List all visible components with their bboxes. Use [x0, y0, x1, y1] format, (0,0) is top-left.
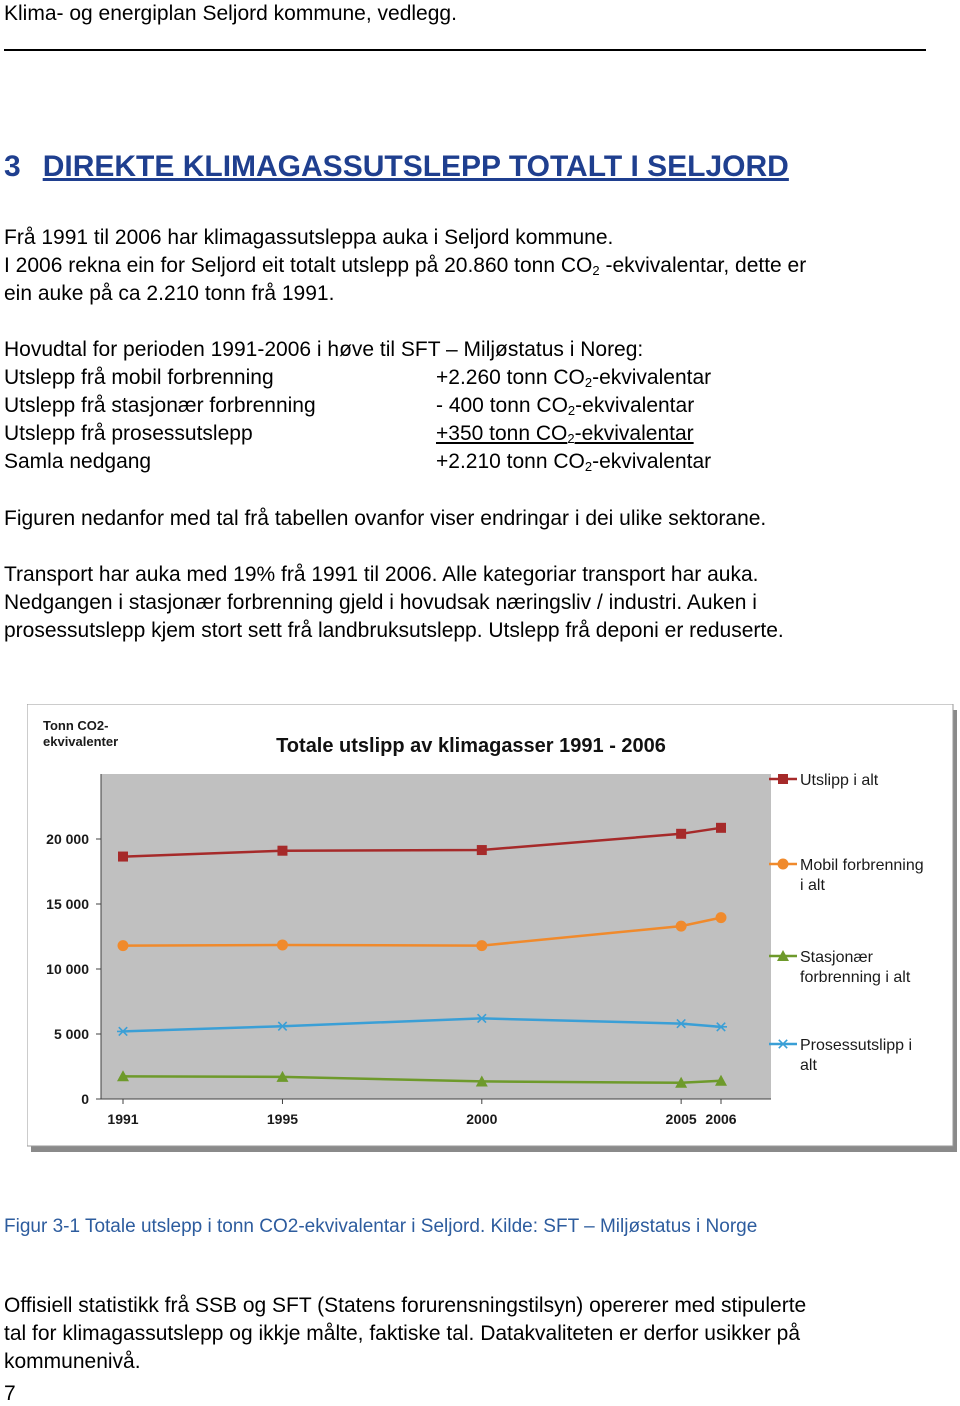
key-figure-label: Samla nedgang: [4, 450, 152, 473]
legend-label: Stasjonær: [800, 949, 873, 966]
chart-title: Totale utslipp av klimagasser 1991 - 2006: [276, 735, 666, 757]
header-rule: [4, 49, 926, 51]
document-header-title: Klima- og energiplan Seljord kommune, vedlegg.: [4, 2, 457, 25]
data-point: [477, 845, 487, 855]
key-figure-label: Utslepp frå prosessutslepp: [4, 422, 253, 445]
key-figure-row: [4, 448, 934, 476]
data-point: [277, 939, 288, 950]
intro-line-2-text-a: I 2006 rekna ein for Seljord eit totalt utslepp på 20.860 tonn CO: [4, 254, 593, 277]
page-number: 7: [4, 1382, 16, 1405]
key-figure-value: +350 tonn $CO_2$-ekvivalentar: [436, 422, 694, 446]
x-tick-label: 1995: [266, 1111, 299, 1127]
y-tick-label: 0: [81, 1091, 89, 1107]
data-point: [716, 823, 726, 833]
x-tick-label: 2005: [665, 1111, 697, 1127]
data-point: [118, 940, 129, 951]
intro-line-2: [4, 252, 806, 280]
closing-line-3: kommunenivå.: [4, 1350, 141, 1373]
intro-line-3: ein auke på ca 2.210 tonn frå 1991.: [4, 282, 335, 305]
data-point: [277, 846, 287, 856]
closing-line-2: tal for klimagassutslepp og ikkje målte, faktiske tal. Datakvaliteten er derfor usikker på: [4, 1322, 801, 1345]
legend-swatch-marker: [778, 774, 788, 784]
legend-label: i alt: [800, 877, 825, 894]
x-tick-label: 1991: [107, 1111, 139, 1127]
intro-line-2-subscript: 2: [592, 263, 600, 278]
key-figure-label: Utslepp frå stasjonær forbrenning: [4, 394, 316, 417]
legend-label: alt: [800, 1057, 817, 1074]
transport-line-3: prosessutslepp kjem stort sett frå landbruksutslepp. Utslepp frå deponi er reduserte.: [4, 619, 784, 642]
transport-line-2: Nedgangen i stasjonær forbrenning gjeld i hovudsak næringsliv / industri. Auken i: [4, 591, 757, 614]
key-figure-value: +2.260 tonn $CO_2$-ekvivalentar: [436, 366, 712, 390]
emissions-chart: [27, 704, 959, 1154]
y-axis-label-line-2: ekvivalenter: [43, 734, 119, 749]
chart-svg: [27, 704, 959, 1154]
legend-swatch-marker: [778, 859, 789, 870]
key-figure-row: [4, 392, 934, 420]
data-point: [716, 912, 727, 923]
plot-area: [101, 774, 771, 1099]
key-figures-heading: Hovudtal for perioden 1991-2006 i høve til SFT – Miljøstatus i Noreg:: [4, 338, 644, 361]
data-point: [476, 940, 487, 951]
key-figure-value: - 400 tonn $CO_2$-ekvivalentar: [436, 394, 695, 418]
y-tick-label: 5 000: [53, 1026, 89, 1042]
data-point: [676, 921, 687, 932]
key-figure-value: +2.210 tonn $CO_2$-ekvivalentar: [436, 450, 712, 474]
legend-label: forbrenning i alt: [800, 969, 911, 986]
key-figure-label: Utslepp frå mobil forbrenning: [4, 366, 274, 389]
legend-label: Utslipp i alt: [800, 772, 879, 789]
x-tick-label: 2000: [466, 1111, 498, 1127]
data-point: [676, 829, 686, 839]
key-figure-row: [4, 420, 934, 448]
closing-line-1: Offisiell statistikk frå SSB og SFT (Statens forurensningstilsyn) opererer med stipulerte: [4, 1294, 807, 1317]
section-number: 3: [4, 150, 21, 183]
section-heading: [4, 150, 789, 184]
transport-line-1: Transport har auka med 19% frå 1991 til 2006. Alle kategoriar transport har auka.: [4, 563, 759, 586]
legend-label: Prosessutslipp i: [800, 1037, 913, 1054]
y-tick-label: 15 000: [46, 896, 89, 912]
figure-caption: Figur 3-1 Totale utslepp i tonn CO2-ekvivalentar i Seljord. Kilde: SFT – Miljøstatus i Norge: [4, 1216, 758, 1237]
y-tick-label: 10 000: [46, 961, 89, 977]
y-axis-label-line-1: Tonn CO2-: [43, 718, 109, 733]
legend-label: Mobil forbrenning: [800, 857, 924, 874]
section-title: DIREKTE KLIMAGASSUTSLEPP TOTALT I SELJORD: [42, 150, 789, 183]
data-point: [118, 852, 128, 862]
intro-line-1: Frå 1991 til 2006 har klimagassutsleppa auka i Seljord kommune.: [4, 226, 614, 249]
x-tick-label: 2006: [705, 1111, 737, 1127]
y-tick-label: 20 000: [46, 831, 89, 847]
intro-line-2-text-b: -ekvivalentar, dette er: [599, 254, 807, 277]
figure-intro-text: Figuren nedanfor med tal frå tabellen ovanfor viser endringar i dei ulike sektorane.: [4, 507, 767, 530]
key-figure-row: [4, 364, 934, 392]
